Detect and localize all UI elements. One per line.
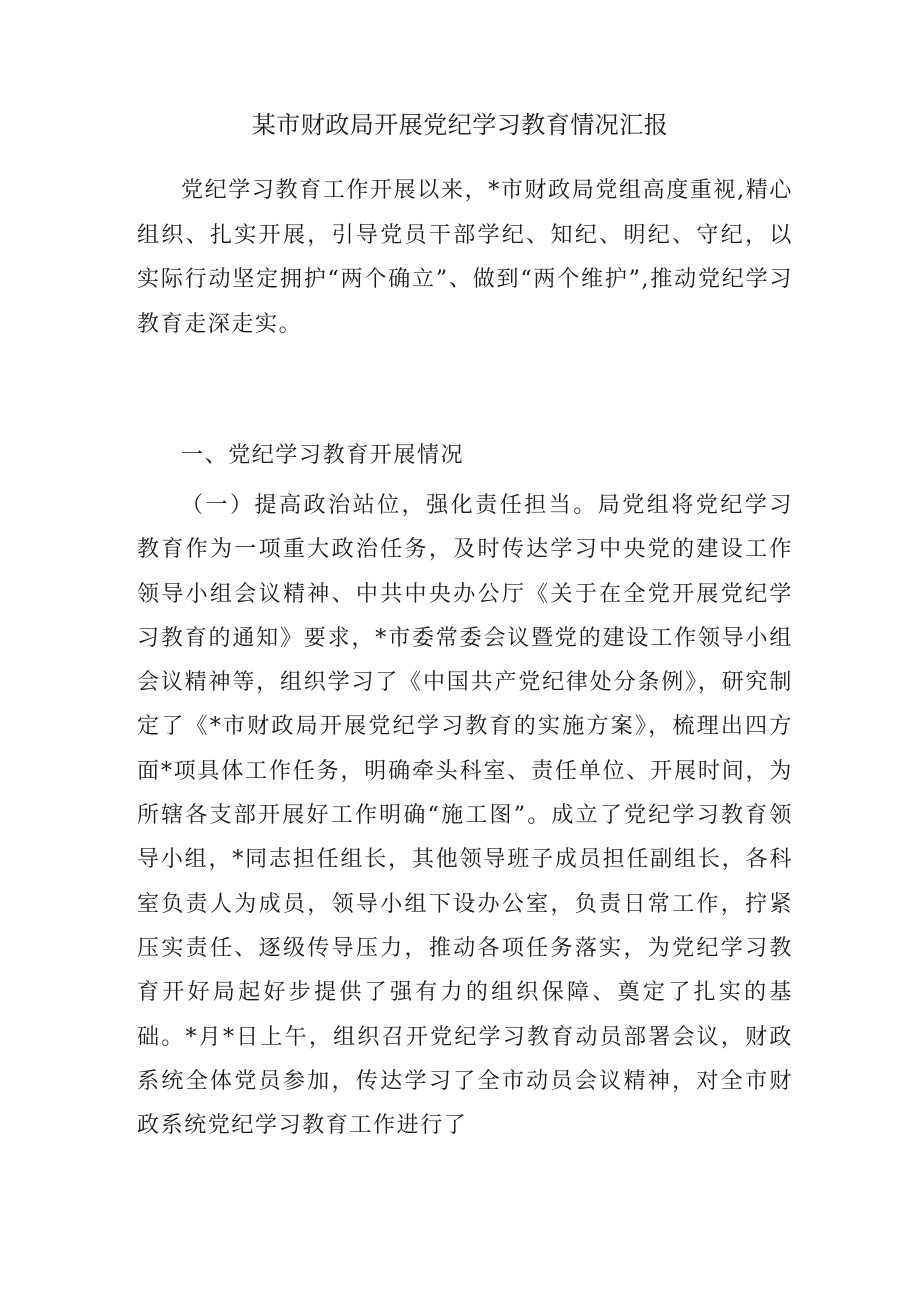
intro-paragraph: 党纪学习教育工作开展以来，*市财政局党组高度重视,精心组织、扎实开展，引导党员干部学纪、知纪、明纪、守纪，以实际行动坚定拥护“两个确立”、做到“两个维护”,推动党纪学习教育走深走实。 [137,178,793,337]
section-heading: 一、党纪学习教育开展情况 [181,443,465,468]
body-paragraph: （一）提高政治站位，强化责任担当。局党组将党纪学习教育作为一项重大政治任务，及时传达学习中央党的建设工作领导小组会议精神、中共中央办公厅《关于在全党开展党纪学习教育的通知》要求，*市委常委会议暨党的建设工作领导小组会议精神等，组织学习了《中国共产党纪律处分条例》，研究制定了《*市财政局开展党纪学习教育的实施方案》，梳理出四方面*项具体工作任务，明确牵头科室、责任单位、开展时间，为所辖各支部开展好工作明确“施工图”。成立了党纪学习教育领导小组，*同志担任组长，其他领导班子成员担任副组长，各科室负责人为成员，领导小组下设办公室，负责日常工作，拧紧压实责任、逐级传导压力，推动各项任务落实，为党纪学习教育开好局起好步提供了强有力的组织保障、奠定了扎实的基础。*月*日上午，组织召开党纪学习教育动员部署会议，财政系统全体党员参加，传达学习了全市动员会议精神，对全市财政系统党纪学习教育工作进行了 [137,493,793,1139]
document-title: 某市财政局开展党纪学习教育情况汇报 [251,111,669,139]
